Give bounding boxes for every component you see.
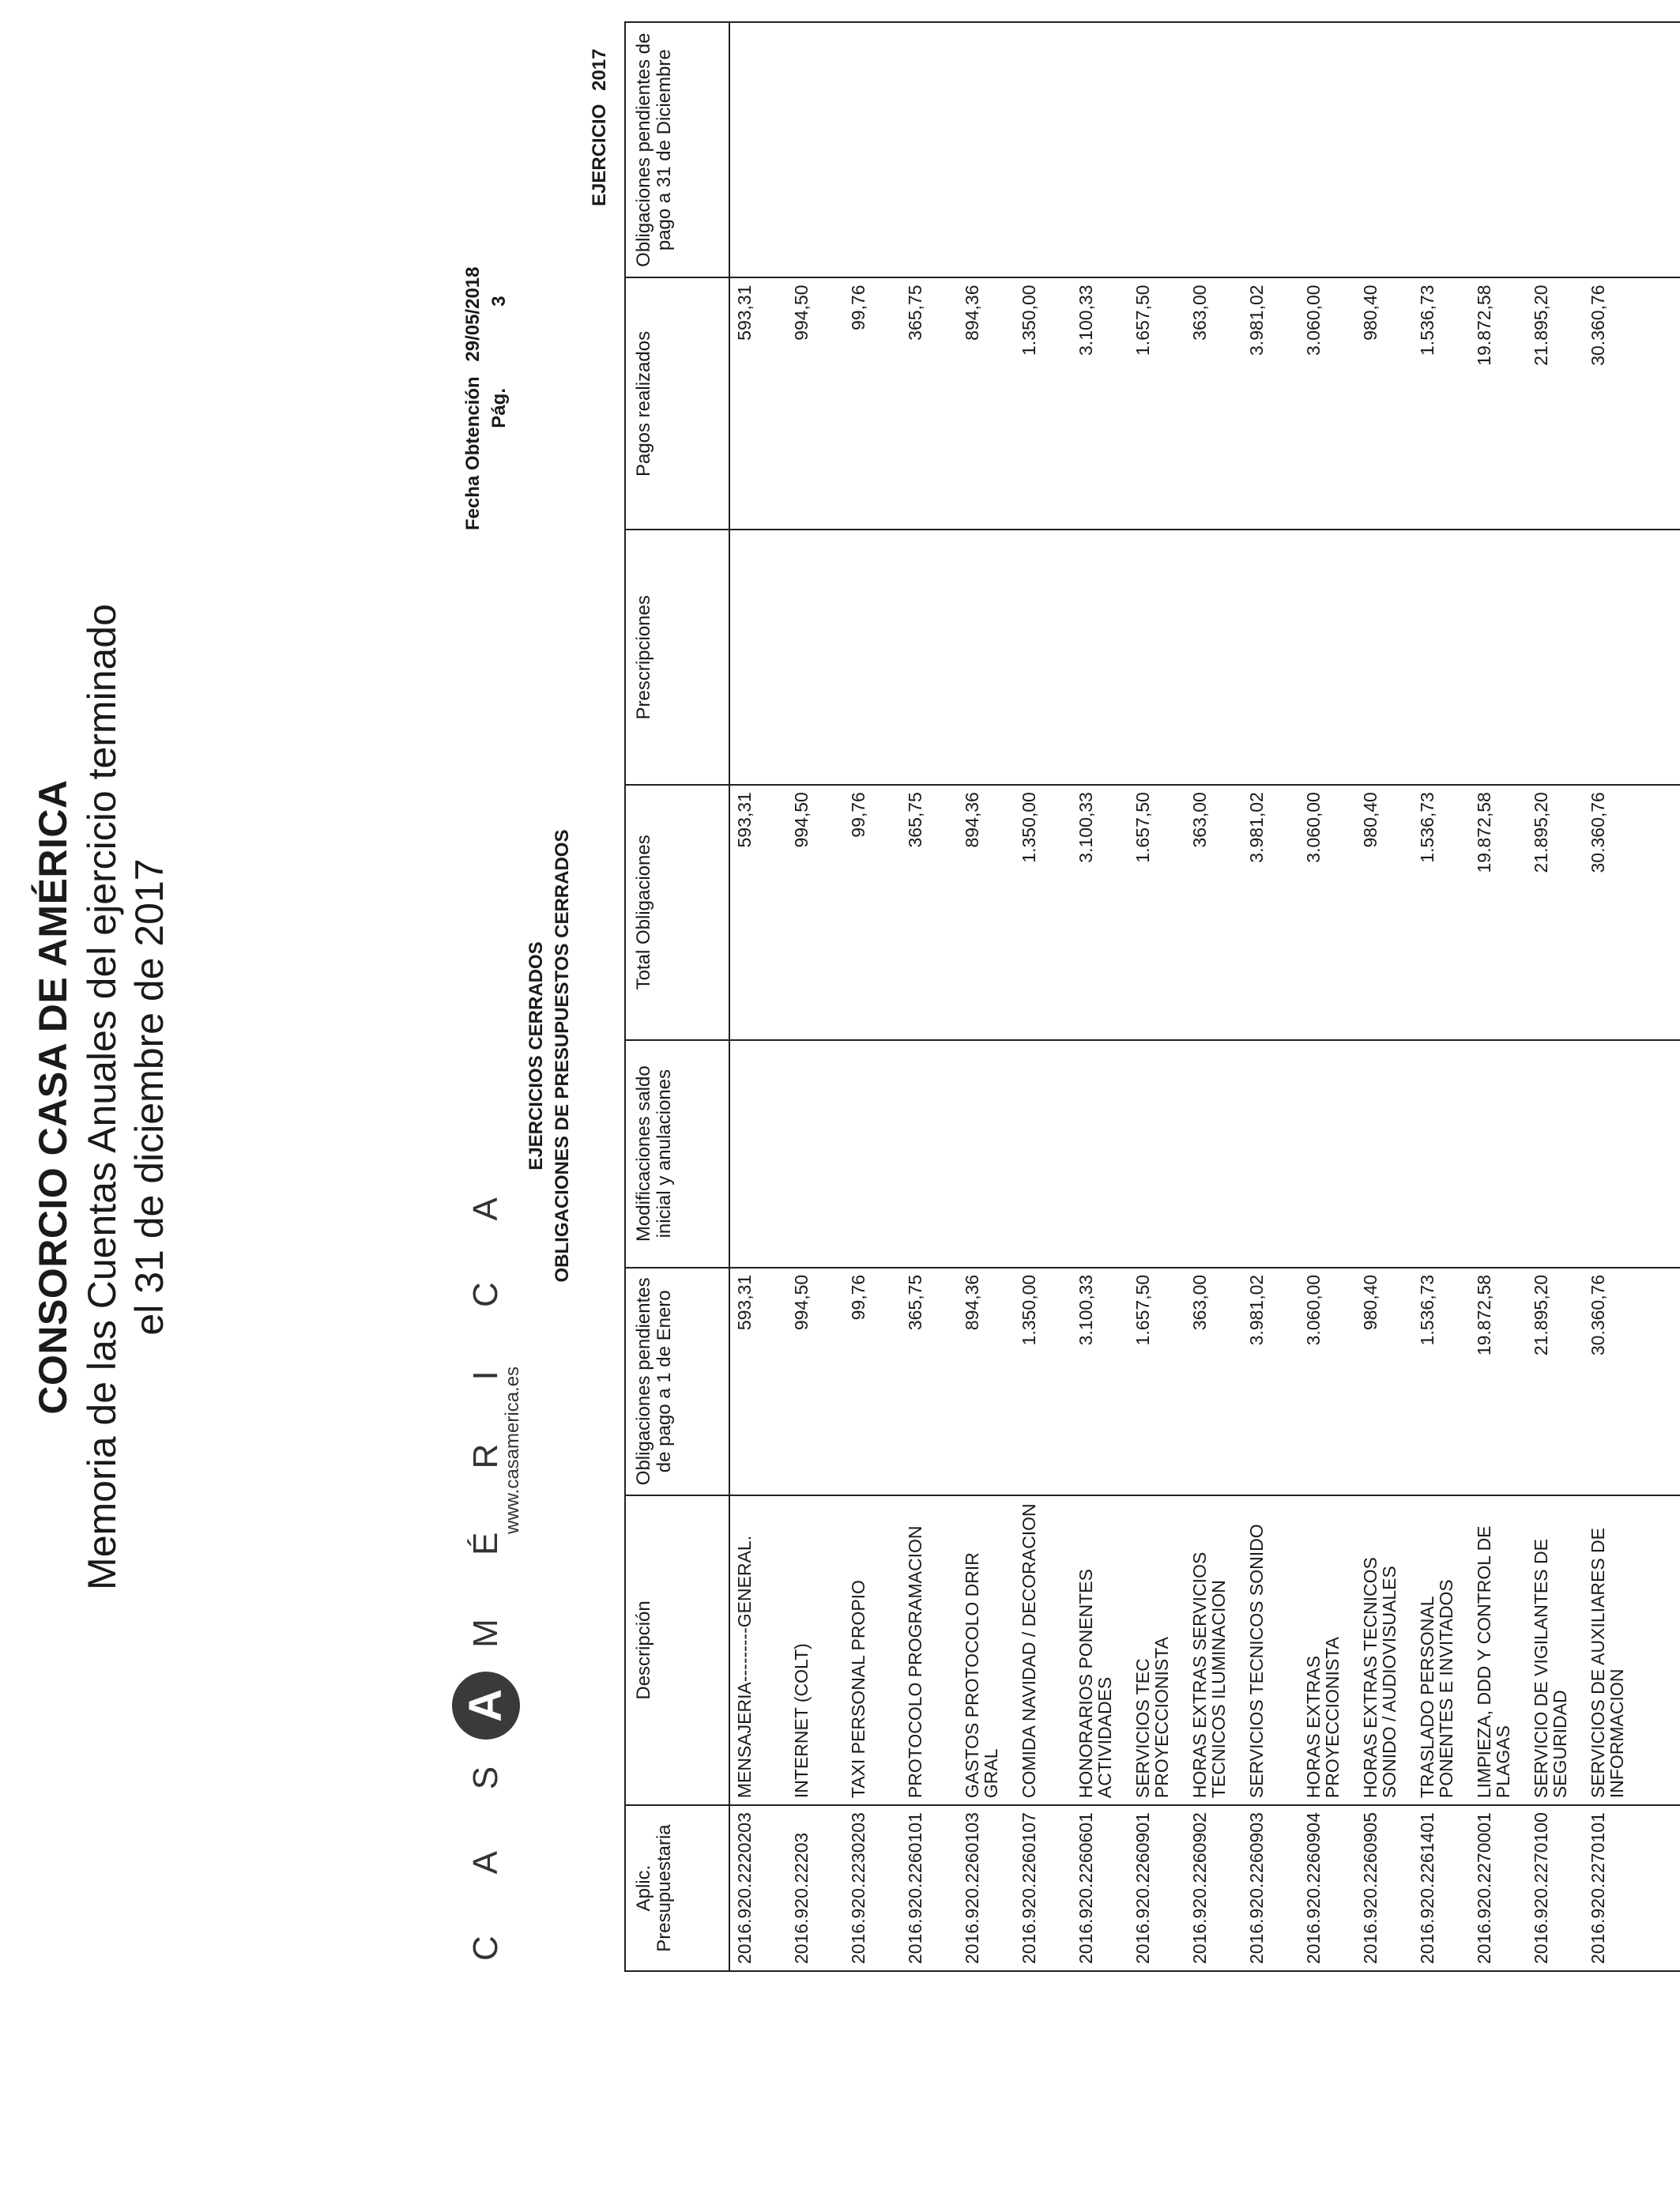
cell-total: 3.100,33 — [1072, 785, 1128, 1039]
cell-pendientes-diciembre — [729, 22, 787, 277]
logo-letters-left: C A S — [466, 1739, 505, 1961]
cell-pendientes-enero: 363,00 — [1185, 1268, 1242, 1495]
cell-aplic: 2016.920.2260902 — [1185, 1805, 1242, 1971]
cell-pendientes-diciembre — [1527, 22, 1584, 277]
cell-pagos: 1.657,50 — [1128, 277, 1185, 530]
cell-pendientes-enero: 1.657,50 — [1128, 1268, 1185, 1495]
col-header-aplic: Aplic. Presupuestaria — [625, 1805, 729, 1971]
cell-pendientes-enero: 1.536,73 — [1413, 1268, 1470, 1495]
cell-aplic: 2016.920.2260903 — [1242, 1805, 1299, 1971]
cell-aplic: 2016.920.2220203 — [729, 1805, 787, 1971]
cell-aplic: 2016.920.2270100 — [1527, 1805, 1584, 1971]
cell-prescripciones — [901, 530, 958, 785]
cell-descripcion: PROTOCOLO PROGRAMACION — [901, 1495, 958, 1805]
col-header-pagos: Pagos realizados — [625, 277, 729, 530]
fecha-obtencion — [462, 267, 484, 531]
cell-pendientes-enero: 30.360,76 — [1584, 1268, 1680, 1495]
cell-prescripciones — [1242, 530, 1299, 785]
table-row — [787, 22, 844, 1971]
cell-pendientes-enero: 21.895,20 — [1527, 1268, 1584, 1495]
cell-pagos: 365,75 — [901, 277, 958, 530]
col-header-total: Total Obligaciones — [625, 785, 729, 1039]
cell-pagos: 593,31 — [729, 277, 787, 530]
cell-pendientes-diciembre — [958, 22, 1015, 277]
cell-prescripciones — [1072, 530, 1128, 785]
cell-modificaciones — [1185, 1040, 1242, 1268]
cell-descripcion: HORAS EXTRAS SERVICIOS TECNICOS ILUMINACION — [1185, 1495, 1242, 1805]
cell-prescripciones — [1299, 530, 1356, 785]
cell-pendientes-enero: 365,75 — [901, 1268, 958, 1495]
fecha-label: Fecha Obtención — [462, 376, 484, 530]
cell-modificaciones — [1072, 1040, 1128, 1268]
table-row — [958, 22, 1015, 1971]
logo-circle-icon: A — [452, 1672, 520, 1740]
cell-aplic: 2016.920.2230203 — [844, 1805, 901, 1971]
cell-descripcion: GASTOS PROTOCOLO DRIR GRAL — [958, 1495, 1015, 1805]
cell-descripcion: HORAS EXTRAS TECNICOS SONIDO / AUDIOVISUALES — [1356, 1495, 1413, 1805]
cell-pagos: 980,40 — [1356, 277, 1413, 530]
cell-pendientes-diciembre — [1128, 22, 1185, 277]
cell-prescripciones — [1185, 530, 1242, 785]
cell-prescripciones — [1527, 530, 1584, 785]
cell-aplic: 2016.920.2260905 — [1356, 1805, 1413, 1971]
fecha-value: 29/05/2018 — [462, 266, 484, 362]
cell-modificaciones — [1242, 1040, 1299, 1268]
cell-total: 363,00 — [1185, 785, 1242, 1039]
cell-pagos: 1.350,00 — [1015, 277, 1072, 530]
cell-descripcion: COMIDA NAVIDAD / DECORACION — [1015, 1495, 1072, 1805]
cell-modificaciones — [787, 1040, 844, 1268]
cell-pendientes-diciembre — [1584, 22, 1680, 277]
cell-pendientes-diciembre — [1299, 22, 1356, 277]
cell-modificaciones — [958, 1040, 1015, 1268]
cell-modificaciones — [1584, 1040, 1680, 1268]
cell-total: 3.060,00 — [1299, 785, 1356, 1039]
cell-pendientes-enero: 19.872,58 — [1470, 1268, 1527, 1495]
cell-descripcion: SERVICIOS DE AUXILIARES DE INFORMACION — [1584, 1495, 1680, 1805]
table-row — [1128, 22, 1185, 1971]
cell-modificaciones — [1299, 1040, 1356, 1268]
cell-prescripciones — [1128, 530, 1185, 785]
cell-pendientes-diciembre — [1470, 22, 1527, 277]
cell-pagos: 3.060,00 — [1299, 277, 1356, 530]
cell-pendientes-diciembre — [1242, 22, 1299, 277]
cell-prescripciones — [787, 530, 844, 785]
cell-descripcion: SERVICIO DE VIGILANTES DE SEGURIDAD — [1527, 1495, 1584, 1805]
cell-aplic: 2016.920.2261401 — [1413, 1805, 1470, 1971]
table-row — [1242, 22, 1299, 1971]
cell-total: 894,36 — [958, 785, 1015, 1039]
cell-prescripciones — [729, 530, 787, 785]
cell-descripcion: LIMPIEZA, DDD Y CONTROL DE PLAGAS — [1470, 1495, 1527, 1805]
cell-pagos: 363,00 — [1185, 277, 1242, 530]
col-header-pendientes-enero: Obligaciones pendientes de pago a 1 de Enero — [625, 1268, 729, 1495]
cell-descripcion: SERVICIOS TECNICOS SONIDO — [1242, 1495, 1299, 1805]
page-value: 3 — [488, 296, 510, 307]
cell-pendientes-enero: 593,31 — [729, 1268, 787, 1495]
cell-prescripciones — [844, 530, 901, 785]
table-row — [1299, 22, 1356, 1971]
cell-total: 3.981,02 — [1242, 785, 1299, 1039]
cell-pagos: 30.360,76 — [1584, 277, 1680, 530]
cell-descripcion: HONORARIOS PONENTES ACTIVIDADES — [1072, 1495, 1128, 1805]
cell-modificaciones — [1356, 1040, 1413, 1268]
cell-descripcion: TRASLADO PERSONAL PONENTES E INVITADOS — [1413, 1495, 1470, 1805]
table-row — [1527, 22, 1584, 1971]
cell-pendientes-diciembre — [1072, 22, 1128, 277]
document-title: CONSORCIO CASA DE AMÉRICA — [31, 779, 75, 1415]
cell-pendientes-diciembre — [1185, 22, 1242, 277]
cell-prescripciones — [958, 530, 1015, 785]
cell-modificaciones — [1527, 1040, 1584, 1268]
cell-total: 994,50 — [787, 785, 844, 1039]
cell-pendientes-enero: 994,50 — [787, 1268, 844, 1495]
cell-total: 593,31 — [729, 785, 787, 1039]
col-header-pendientes-diciembre: Obligaciones pendientes de pago a 31 de Diciembre — [625, 22, 729, 277]
cell-prescripciones — [1470, 530, 1527, 785]
ejercicio-label: EJERCICIO 2017 — [589, 48, 610, 206]
cell-pagos: 3.981,02 — [1242, 277, 1299, 530]
cell-pendientes-enero: 980,40 — [1356, 1268, 1413, 1495]
cell-total: 365,75 — [901, 785, 958, 1039]
document-subtitle-line2: el 31 de diciembre de 2017 — [127, 858, 171, 1336]
cell-pagos: 21.895,20 — [1527, 277, 1584, 530]
cell-pagos: 3.100,33 — [1072, 277, 1128, 530]
cell-pendientes-enero: 3.981,02 — [1242, 1268, 1299, 1495]
cell-aplic: 2016.920.2260901 — [1128, 1805, 1185, 1971]
cell-pendientes-enero: 3.060,00 — [1299, 1268, 1356, 1495]
cell-prescripciones — [1356, 530, 1413, 785]
document-subtitle-line1: Memoria de las Cuentas Anuales del ejercicio terminado — [80, 604, 124, 1590]
cell-descripcion: SERVICIOS TEC PROYECCIONISTA — [1128, 1495, 1185, 1805]
cell-pendientes-enero: 1.350,00 — [1015, 1268, 1072, 1495]
cell-total: 99,76 — [844, 785, 901, 1039]
cell-aplic: 2016.920.2270001 — [1470, 1805, 1527, 1971]
cell-modificaciones — [1128, 1040, 1185, 1268]
cell-pendientes-diciembre — [1413, 22, 1470, 277]
cell-aplic: 2016.920.2260101 — [901, 1805, 958, 1971]
cell-total: 21.895,20 — [1527, 785, 1584, 1039]
cell-pagos: 994,50 — [787, 277, 844, 530]
cell-pagos: 99,76 — [844, 277, 901, 530]
cell-aplic: 2016.920.2260601 — [1072, 1805, 1128, 1971]
cell-pagos: 1.536,73 — [1413, 277, 1470, 530]
cell-total: 1.536,73 — [1413, 785, 1470, 1039]
cell-pendientes-enero: 3.100,33 — [1072, 1268, 1128, 1495]
cell-modificaciones — [1413, 1040, 1470, 1268]
casa-america-logo — [443, 1171, 529, 1961]
section-heading: EJERCICIOS CERRADOS — [525, 941, 547, 1171]
cell-aplic: 2016.920.2270101 — [1584, 1805, 1680, 1971]
section-subheading: OBLIGACIONES DE PRESUPUESTOS CERRADOS — [552, 829, 573, 1283]
cell-descripcion: HORAS EXTRAS PROYECCIONISTA — [1299, 1495, 1356, 1805]
logo-url: www.casamerica.es — [502, 1366, 523, 1534]
cell-modificaciones — [1015, 1040, 1072, 1268]
cell-prescripciones — [1584, 530, 1680, 785]
logo-letters-right: M É R I C A — [466, 1171, 505, 1648]
col-header-prescripciones: Prescripciones — [625, 530, 729, 785]
cell-prescripciones — [1413, 530, 1470, 785]
table-row — [901, 22, 958, 1971]
cell-descripcion: TAXI PERSONAL PROPIO — [844, 1495, 901, 1805]
cell-total: 19.872,58 — [1470, 785, 1527, 1039]
cell-modificaciones — [1470, 1040, 1527, 1268]
cell-prescripciones — [1015, 530, 1072, 785]
cell-total: 980,40 — [1356, 785, 1413, 1039]
cell-pagos: 19.872,58 — [1470, 277, 1527, 530]
page-number — [488, 296, 510, 530]
table-row — [1356, 22, 1413, 1971]
cell-pendientes-diciembre — [901, 22, 958, 277]
cell-pendientes-diciembre — [1356, 22, 1413, 277]
cell-aplic: 2016.920.2260103 — [958, 1805, 1015, 1971]
table-header-row — [625, 22, 729, 1971]
table-row — [1015, 22, 1072, 1971]
cell-aplic: 2016.920.2260904 — [1299, 1805, 1356, 1971]
table-row — [1413, 22, 1470, 1971]
cell-pendientes-diciembre — [787, 22, 844, 277]
cell-pendientes-diciembre — [844, 22, 901, 277]
table-row — [1185, 22, 1242, 1971]
cell-pagos: 894,36 — [958, 277, 1015, 530]
cell-modificaciones — [844, 1040, 901, 1268]
cell-descripcion: INTERNET (COLT) — [787, 1495, 844, 1805]
cell-aplic: 2016.920.2260107 — [1015, 1805, 1072, 1971]
cell-pendientes-diciembre — [1015, 22, 1072, 277]
table-row — [729, 22, 787, 1971]
table-row — [844, 22, 901, 1971]
cell-total: 1.350,00 — [1015, 785, 1072, 1039]
cell-pendientes-enero: 99,76 — [844, 1268, 901, 1495]
col-header-modificaciones: Modificaciones saldo inicial y anulaciones — [625, 1040, 729, 1268]
obligaciones-table — [624, 21, 1680, 1972]
cell-modificaciones — [901, 1040, 958, 1268]
cell-aplic: 2016.920.22203 — [787, 1805, 844, 1971]
cell-total: 30.360,76 — [1584, 785, 1680, 1039]
col-header-descripcion: Descripción — [625, 1495, 729, 1805]
cell-descripcion: MENSAJERIA---------GENERAL. — [729, 1495, 787, 1805]
table-row — [1072, 22, 1128, 1971]
cell-total: 1.657,50 — [1128, 785, 1185, 1039]
table-row — [1584, 22, 1680, 1971]
cell-pendientes-enero: 894,36 — [958, 1268, 1015, 1495]
page-label: Pág. — [488, 388, 510, 428]
table-row — [1470, 22, 1527, 1971]
cell-modificaciones — [729, 1040, 787, 1268]
